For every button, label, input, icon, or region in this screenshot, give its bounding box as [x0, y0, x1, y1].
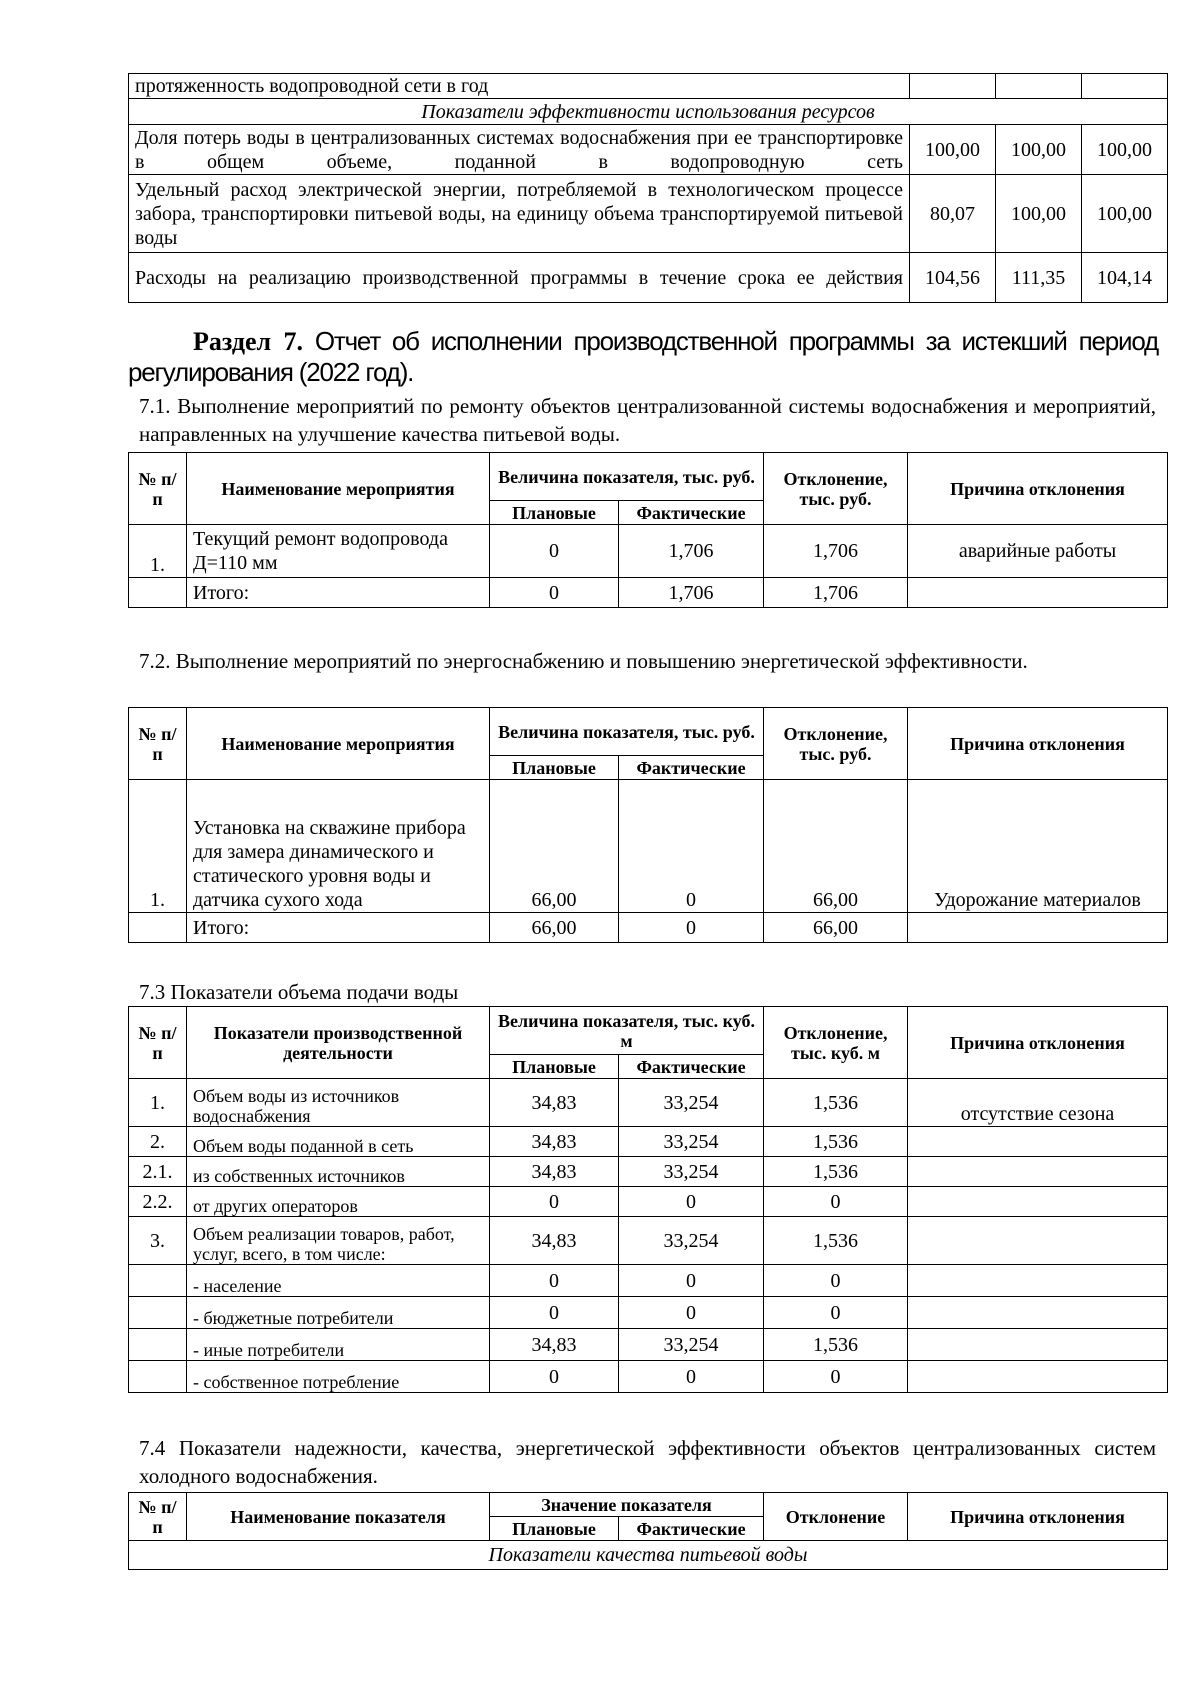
reason-cell: отсутствие сезона	[908, 1079, 1168, 1127]
header-plan: Плановые	[490, 756, 619, 780]
header-num: № п/п	[129, 1493, 187, 1541]
table-row	[129, 1329, 1168, 1361]
section-label: Показатели эффективности использования ресурсов	[129, 99, 1168, 125]
header-fact: Фактические	[619, 756, 764, 780]
table-row	[129, 1187, 1168, 1217]
total-fact: 0	[619, 913, 764, 943]
row-num	[129, 1361, 187, 1393]
value-cell: 104,56	[910, 253, 996, 303]
fact-cell: 0	[619, 1187, 764, 1217]
row-network-length: протяженность водопроводной сети в год	[129, 74, 910, 99]
row-num: 2.2.	[129, 1187, 187, 1217]
plan-cell: 66,00	[490, 780, 619, 913]
row-name: - собственное потребление	[187, 1361, 490, 1393]
row-name: из собственных источников	[187, 1157, 490, 1187]
total-deviation: 1,706	[764, 578, 908, 608]
value-cell: 80,07	[910, 175, 996, 253]
table-row	[129, 1265, 1168, 1297]
row-name: Текущий ремонт водопровода Д=110 мм	[187, 525, 490, 578]
reason-cell: аварийные работы	[908, 525, 1168, 578]
reason-cell	[908, 1297, 1168, 1329]
header-name: Наименование мероприятия	[187, 708, 490, 780]
deviation-cell: 1,536	[764, 1127, 908, 1157]
fact-cell: 0	[619, 1361, 764, 1393]
reason-cell	[908, 1329, 1168, 1361]
plan-cell: 0	[490, 1297, 619, 1329]
table-7-1	[128, 452, 1168, 608]
header-value: Величина показателя, тыс. руб.	[490, 453, 764, 501]
section-label: Показатели качества питьевой воды	[129, 1541, 1168, 1570]
row-name: Объем реализации товаров, работ, услуг, всего, в том числе:	[187, 1217, 490, 1265]
row-name: - бюджетные потребители	[187, 1297, 490, 1329]
row-name: Объем воды из источников водоснабжения	[187, 1079, 490, 1127]
reason-cell: Удорожание материалов	[908, 780, 1168, 913]
fact-cell: 0	[619, 1265, 764, 1297]
header-name: Наименование мероприятия	[187, 453, 490, 525]
deviation-cell: 0	[764, 1361, 908, 1393]
paragraph-7-4: 7.4 Показатели надежности, качества, энергетической эффективности объектов централизованных систем холодного водоснабжения.	[139, 1436, 1156, 1488]
row-num: 1.	[129, 1079, 187, 1127]
header-plan: Плановые	[490, 1055, 619, 1079]
paragraph-7-1: 7.1. Выполнение мероприятий по ремонту объектов централизованной системы водоснабжения и мероприятий, направленных на улучшение качества питьевой воды.	[139, 394, 1156, 446]
value-cell: 111,35	[996, 253, 1082, 303]
row-name: от других операторов	[187, 1187, 490, 1217]
deviation-cell: 1,536	[764, 1217, 908, 1265]
table-row	[129, 1361, 1168, 1393]
total-fact: 1,706	[619, 578, 764, 608]
value-cell: 100,00	[910, 125, 996, 175]
fact-cell: 33,254	[619, 1329, 764, 1361]
row-num: 2.1.	[129, 1157, 187, 1187]
header-deviation: Отклонение, тыс. руб.	[764, 453, 908, 525]
total-plan: 0	[490, 578, 619, 608]
table-7-4	[128, 1492, 1168, 1570]
deviation-cell: 0	[764, 1265, 908, 1297]
deviation-cell: 1,536	[764, 1329, 908, 1361]
plan-cell: 34,83	[490, 1329, 619, 1361]
table-row	[129, 1079, 1168, 1127]
row-name: - население	[187, 1265, 490, 1297]
plan-cell: 34,83	[490, 1157, 619, 1187]
reason-cell	[908, 1157, 1168, 1187]
header-reason: Причина отклонения	[908, 708, 1168, 780]
value-cell: 100,00	[1082, 175, 1168, 253]
table-row	[129, 1157, 1168, 1187]
reason-cell	[908, 1361, 1168, 1393]
section-7-number: Раздел 7.	[193, 327, 303, 356]
header-fact: Фактические	[619, 1055, 764, 1079]
header-fact: Фактические	[619, 1517, 764, 1541]
plan-cell: 34,83	[490, 1079, 619, 1127]
row-num: 1.	[129, 525, 187, 578]
table-row	[129, 1127, 1168, 1157]
plan-cell: 0	[490, 1187, 619, 1217]
plan-cell: 0	[490, 1265, 619, 1297]
deviation-cell: 0	[764, 1187, 908, 1217]
header-fact: Фактические	[619, 501, 764, 525]
plan-cell: 0	[490, 1361, 619, 1393]
row-num	[129, 1329, 187, 1361]
total-plan: 66,00	[490, 913, 619, 943]
header-plan: Плановые	[490, 1517, 619, 1541]
header-deviation: Отклонение, тыс. куб. м	[764, 1007, 908, 1079]
header-value: Значение показателя	[490, 1493, 764, 1517]
plan-cell: 34,83	[490, 1127, 619, 1157]
row-name: Удельный расход электрической энергии, потребляемой в технологическом процессе забора, транспортировки питьевой воды, на единицу объема транспортируемой питьевой воды	[129, 175, 910, 253]
deviation-cell: 1,536	[764, 1079, 908, 1127]
row-num	[129, 1297, 187, 1329]
row-name: Доля потерь воды в централизованных системах водоснабжения при ее транспортировке в общем объеме, поданной в водопроводную сеть	[129, 125, 910, 175]
header-reason: Причина отклонения	[908, 453, 1168, 525]
header-plan: Плановые	[490, 501, 619, 525]
fact-cell: 33,254	[619, 1217, 764, 1265]
fact-cell: 33,254	[619, 1157, 764, 1187]
header-value: Величина показателя, тыс. куб. м	[490, 1007, 764, 1055]
header-deviation: Отклонение	[764, 1493, 908, 1541]
total-deviation: 66,00	[764, 913, 908, 943]
fact-cell: 33,254	[619, 1079, 764, 1127]
header-num: № п/п	[129, 708, 187, 780]
value-cell: 100,00	[996, 125, 1082, 175]
header-reason: Причина отклонения	[908, 1007, 1168, 1079]
header-name: Наименование показателя	[187, 1493, 490, 1541]
header-num: № п/п	[129, 453, 187, 525]
efficiency-table	[128, 73, 1168, 303]
reason-cell	[908, 1265, 1168, 1297]
value-cell: 100,00	[1082, 125, 1168, 175]
row-name: Объем воды поданной в сеть	[187, 1127, 490, 1157]
value-cell: 100,00	[996, 175, 1082, 253]
section-7-title: Отчет об исполнении производственной программы за истекший период регулирования (2022 год).	[128, 326, 1158, 387]
row-num: 1.	[129, 780, 187, 913]
fact-cell: 0	[619, 780, 764, 913]
table-7-2	[128, 707, 1168, 943]
row-name: - иные потребители	[187, 1329, 490, 1361]
deviation-cell: 1,706	[764, 525, 908, 578]
reason-cell	[908, 1127, 1168, 1157]
header-value: Величина показателя, тыс. руб.	[490, 708, 764, 756]
header-name: Показатели производственной деятельности	[187, 1007, 490, 1079]
table-7-3	[128, 1006, 1168, 1393]
deviation-cell: 0	[764, 1297, 908, 1329]
deviation-cell: 66,00	[764, 780, 908, 913]
plan-cell: 34,83	[490, 1217, 619, 1265]
reason-cell	[908, 1187, 1168, 1217]
paragraph-7-2: 7.2. Выполнение мероприятий по энергоснабжению и повышению энергетической эффективности.	[139, 649, 1028, 673]
row-name: Установка на скважине прибора для замера динамического и статического уровня воды и датчика сухого хода	[187, 780, 490, 913]
plan-cell: 0	[490, 525, 619, 578]
row-num: 2.	[129, 1127, 187, 1157]
table-row	[129, 1297, 1168, 1329]
row-name: Расходы на реализацию производственной программы в течение срока ее действия	[129, 253, 910, 303]
deviation-cell: 1,536	[764, 1157, 908, 1187]
header-num: № п/п	[129, 1007, 187, 1079]
header-deviation: Отклонение, тыс. руб.	[764, 708, 908, 780]
fact-cell: 1,706	[619, 525, 764, 578]
fact-cell: 0	[619, 1297, 764, 1329]
value-cell: 104,14	[1082, 253, 1168, 303]
section-7-heading	[128, 326, 1158, 387]
row-num	[129, 1265, 187, 1297]
table-row	[129, 1217, 1168, 1265]
total-label: Итого:	[187, 578, 490, 608]
fact-cell: 33,254	[619, 1127, 764, 1157]
row-num: 3.	[129, 1217, 187, 1265]
reason-cell	[908, 1217, 1168, 1265]
header-reason: Причина отклонения	[908, 1493, 1168, 1541]
paragraph-7-3: 7.3 Показатели объема подачи воды	[139, 980, 459, 1004]
total-label: Итого:	[187, 913, 490, 943]
